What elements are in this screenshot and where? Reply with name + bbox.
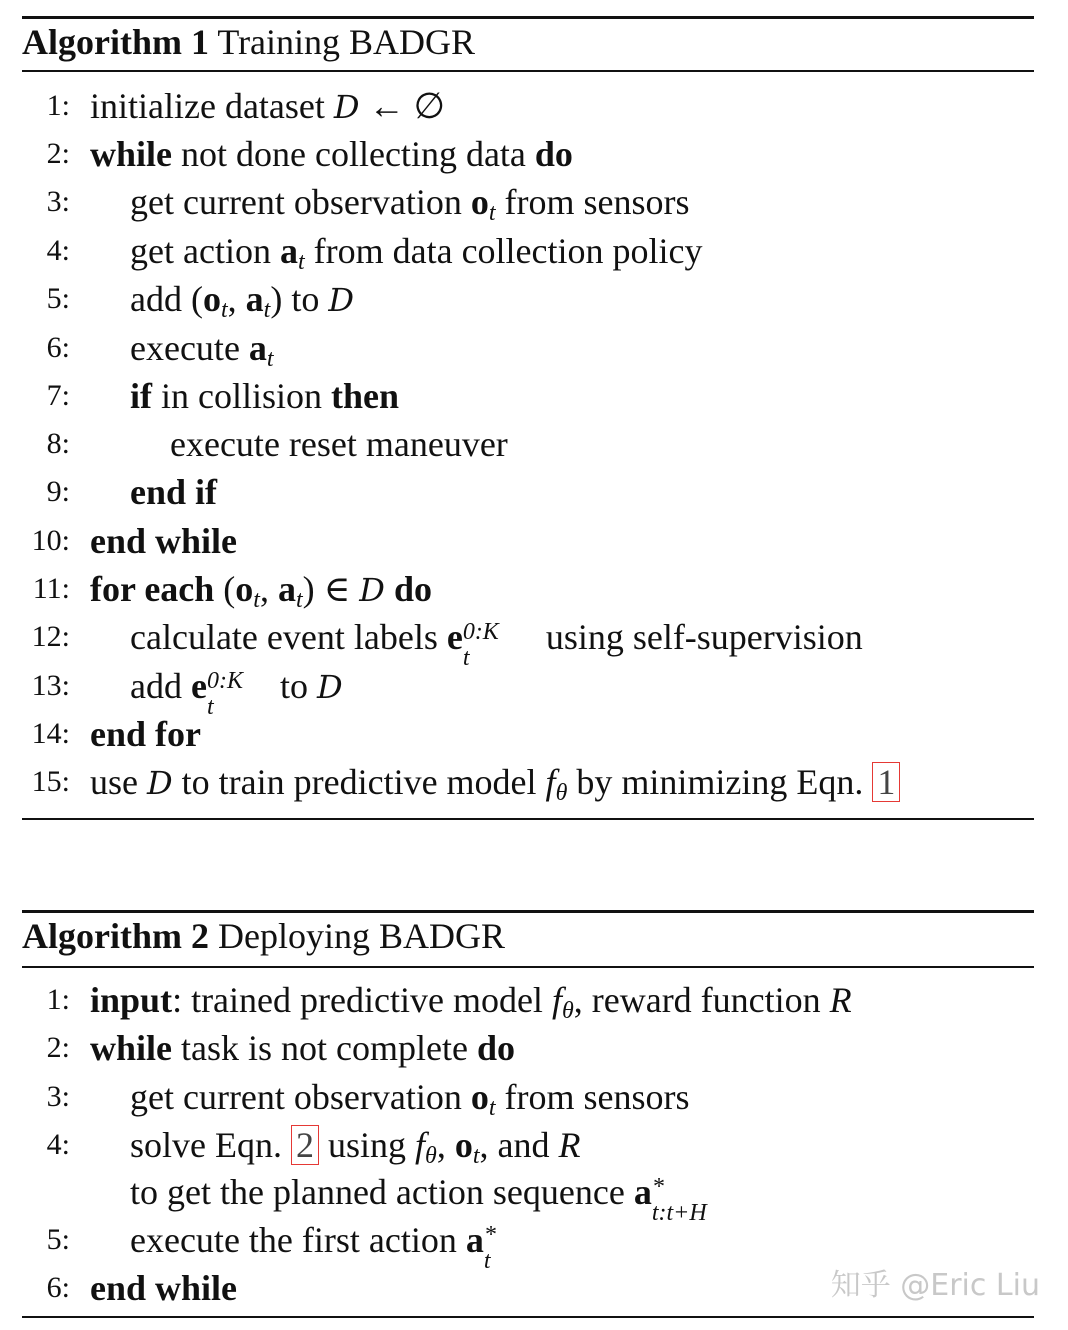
- algo1-line-14: 14: end for: [31, 714, 201, 754]
- bottom-rule: [22, 1316, 1034, 1318]
- algorithm-1-title: Algorithm 1 Training BADGR: [22, 22, 476, 62]
- algo2-line-1: 1: input: trained predictive model $f_\theta$, reward function R: [46, 980, 852, 1024]
- algo1-line-8: 8: execute reset maneuver: [46, 424, 508, 464]
- algo1-line-5: 5: add ($o_t$, $a_t$) to D: [46, 279, 354, 323]
- algo1-line-7: 7: if in collision then: [46, 376, 400, 416]
- algo2-line-6: 6: end while: [46, 1268, 238, 1308]
- algo1-line-2: 2: while not done collecting data do: [46, 134, 573, 174]
- algo1-line-11: 11: for each ($o_t$, $a_t$) ∈ D do: [32, 569, 432, 613]
- algo1-line-10: 10: end while: [31, 521, 238, 561]
- algo1-line-1: 1: initialize dataset D ← ∅: [46, 86, 445, 126]
- top-rule: [22, 16, 1034, 19]
- bottom-rule: [22, 818, 1034, 820]
- algorithm-2-title: Algorithm 2 Deploying BADGR: [22, 916, 505, 956]
- equation-1-link[interactable]: 1: [872, 762, 900, 802]
- top-rule: [22, 910, 1034, 913]
- algo2-line-5: 5: execute the first action a * t: [46, 1220, 496, 1274]
- algo1-line-4: 4: get action $a_t$ from data collection policy: [46, 231, 703, 275]
- algo2-line-2: 2: while task is not complete do: [46, 1028, 515, 1068]
- equation-2-link[interactable]: 2: [291, 1125, 319, 1165]
- algo1-line-3: 3: get current observation $o_t$ from sensors: [46, 182, 690, 226]
- algo2-line-4: 4: solve Eqn. 2 using $f_\theta$, $o_t$, and R: [46, 1125, 581, 1169]
- title-rule: [22, 70, 1034, 72]
- algo1-line-13: 13: add e 0:K t to D: [31, 666, 343, 720]
- watermark: 知乎 @Eric Liu: [830, 1268, 1040, 1303]
- title-rule: [22, 966, 1034, 968]
- algo2-line-3: 3: get current observation $o_t$ from sensors: [46, 1077, 690, 1121]
- algo1-line-6: 6: execute $a_t$: [46, 328, 274, 372]
- algo2-line-4-continued: to get the planned action sequence a * t:t+H: [130, 1172, 707, 1226]
- algo1-line-15: 15: use D to train predictive model $f_\theta$ by minimizing Eqn. 1: [22, 760, 1034, 804]
- algo1-line-12: 12: calculate event labels e 0:K t using self-supervision: [31, 617, 863, 671]
- algo1-line-9: 9: end if: [46, 472, 218, 512]
